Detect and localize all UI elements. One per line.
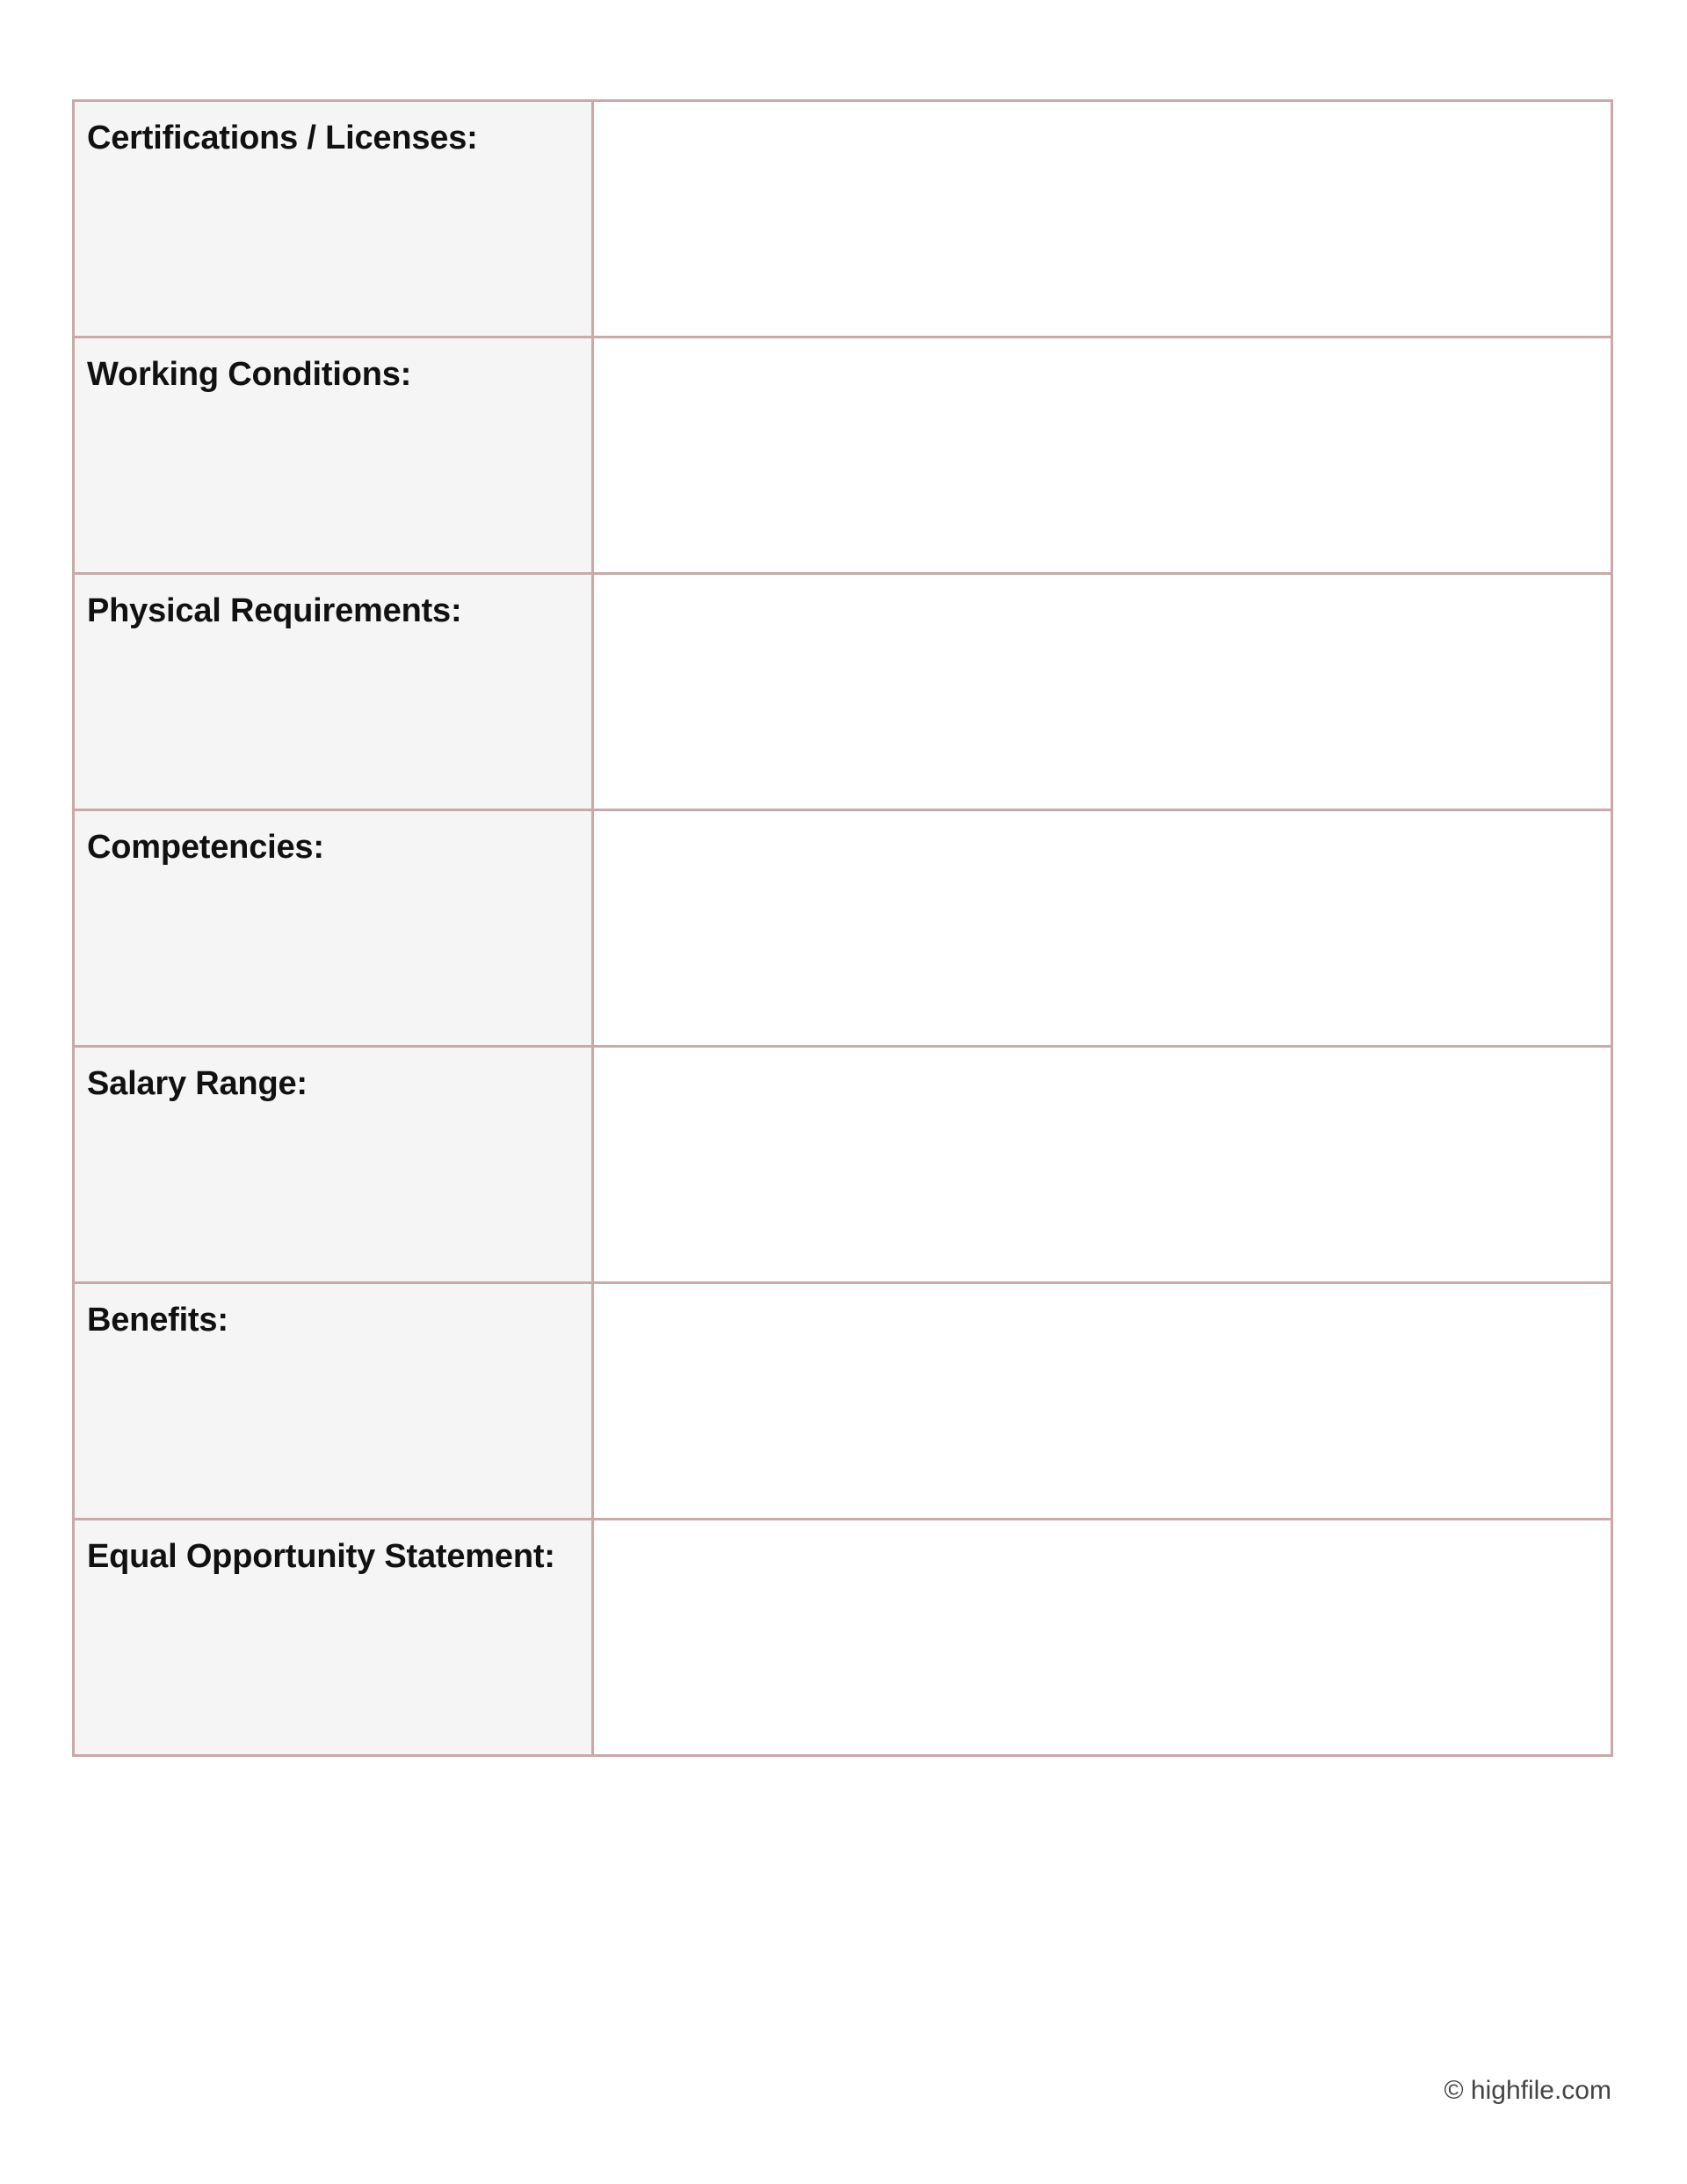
form-row-competencies (74, 810, 1612, 1047)
form-row-physical-requirements (74, 574, 1612, 810)
row-label: Working Conditions: (87, 356, 412, 393)
working-conditions-field[interactable] (593, 337, 1612, 574)
row-label: Equal Opportunity Statement: (87, 1538, 555, 1575)
row-label: Salary Range: (87, 1065, 308, 1102)
salary-range-field[interactable] (593, 1047, 1612, 1283)
form-row-certifications (74, 101, 1612, 337)
form-row-equal-opportunity (74, 1520, 1612, 1756)
label-cell (74, 574, 593, 810)
competencies-field[interactable] (593, 810, 1612, 1047)
label-cell (74, 1283, 593, 1520)
row-label: Benefits: (87, 1302, 228, 1339)
form-row-working-conditions (74, 337, 1612, 574)
form-row-benefits (74, 1283, 1612, 1520)
row-label: Physical Requirements: (87, 592, 462, 629)
row-label: Competencies: (87, 829, 324, 866)
copyright-footer: © highfile.com (1444, 2076, 1611, 2105)
label-cell (74, 1520, 593, 1756)
label-cell (74, 1047, 593, 1283)
form-row-salary-range (74, 1047, 1612, 1283)
job-description-form-table (72, 99, 1613, 1757)
label-cell (74, 101, 593, 337)
certifications-field[interactable] (593, 101, 1612, 337)
label-cell (74, 337, 593, 574)
physical-requirements-field[interactable] (593, 574, 1612, 810)
label-cell (74, 810, 593, 1047)
equal-opportunity-statement-field[interactable] (593, 1520, 1612, 1756)
benefits-field[interactable] (593, 1283, 1612, 1520)
row-label: Certifications / Licenses: (87, 120, 478, 156)
